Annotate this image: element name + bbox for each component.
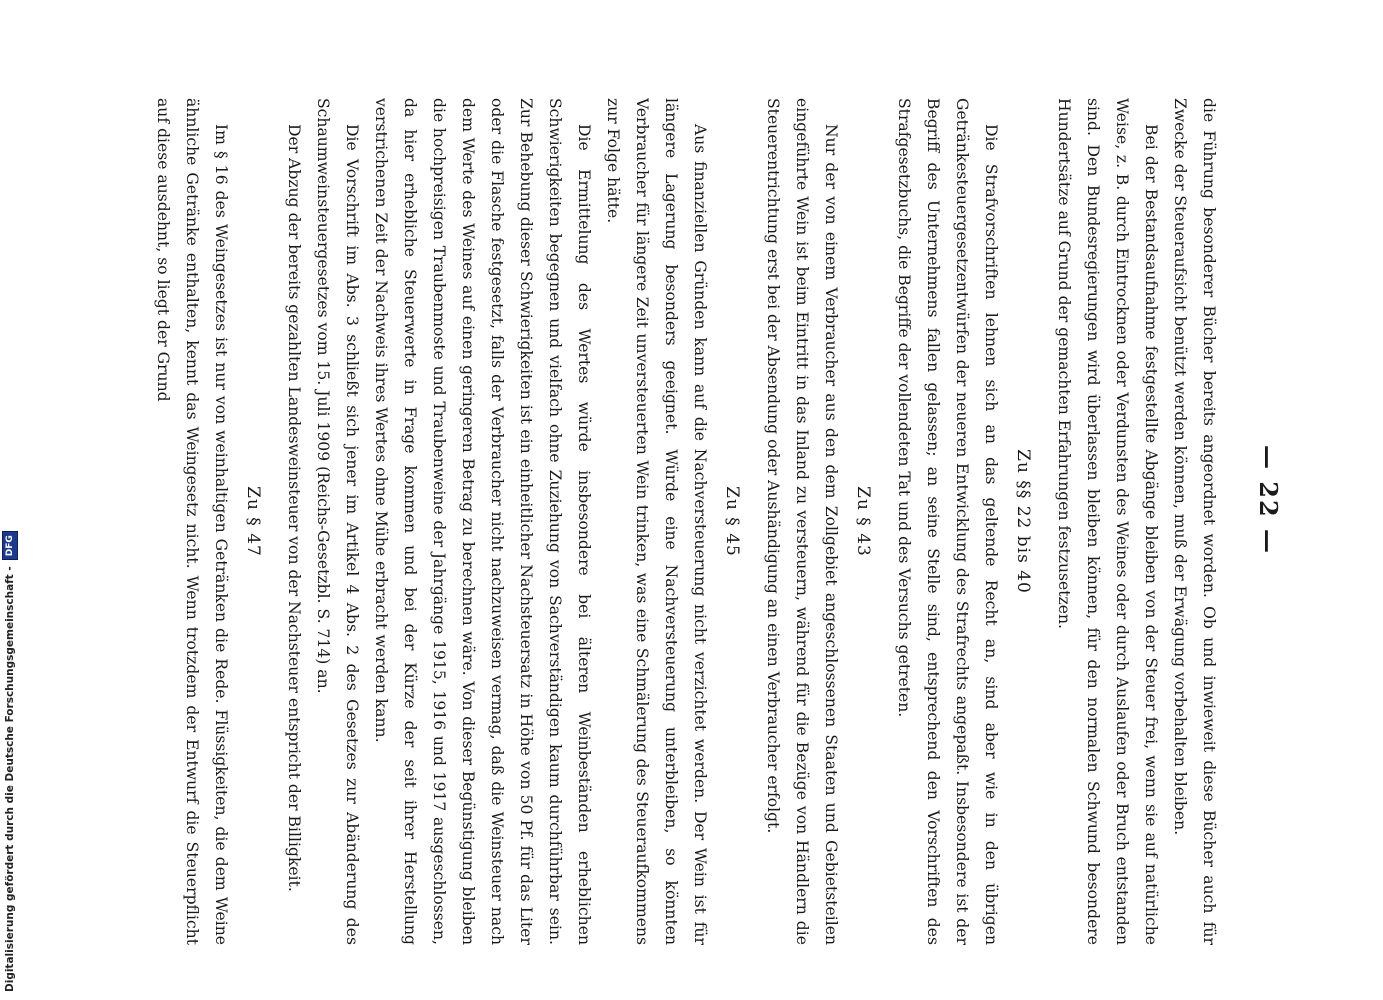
paragraph: Der Abzug der bereits gezahlten Landesweinsteuer von der Nachsteuer entspricht der Billigkeit. [285, 124, 303, 892]
section-47 [148, 98, 265, 945]
section-heading: Zu § 43 [853, 486, 873, 557]
section-22-40 [889, 98, 1035, 945]
paragraph: Die Vorschrift im Abs. 3 schließt sich jener im Artikel 4 Abs. 2 des Gesetzes zur Abänderung des Schaumweinsteuergesetzes vom 15. Juli 1909 (Reichs-Gesetzbl. S. 714) an. [314, 98, 361, 945]
section-43 [758, 98, 875, 945]
paragraph: Nur der von einem Verbraucher aus den dem Zollgebiet angeschlossenen Staaten und Gebietsteilen eingeführte Wein ist beim Eintritt in das Inland zu versteuern, während für die Bezüge von Händlern die Steuerentrichtung erst bei der Absendung oder Aushändigung an einen Verbraucher erfolgt. [764, 98, 840, 945]
page-number: — 22 — [1254, 444, 1283, 556]
paragraph: Die Strafvorschriften lehnen sich an das geltende Recht an, sind aber wie in den übrigen Getränkesteuergesetzentwürfen der neueren Entwicklung des Strafrechts angepaßt. Insbesondere ist der Begriff des Unternehmens fallen gelassen; an seine Stelle sind, entsprechend den Vorschriften des Strafgesetzbuchs, die Begriffe der vollendeten Tat und des Versuchs getreten. [895, 98, 1000, 945]
credit-text: Digitalisierung gefördert durch die Deutsche Forschungsgemeinschaft - [4, 566, 16, 992]
section-45 [279, 98, 744, 945]
paragraph: Aus finanziellen Gründen kann auf die Nachversteuerung nicht verzichtet werden. Der Wein ist für längere Lagerung besonders geeignet. Würde eine Nachversteuerung unterbleiben, so könnten Verbraucher für längere Zeit unversteuerten Wein trinken, was eine Schmälerung des Steueraufkommens zur Folge hätte. [604, 98, 709, 945]
section-heading: Zu §§ 22 bis 40 [1013, 449, 1033, 594]
paragraph: Die Ermittelung des Wertes würde insbesondere bei älteren Weinbeständen erheblichen Schwierigkeiten begegnen und vielfach ohne Zuziehung von Sachverständigen kaum durchführbar sein. Zur Behebung dieser Schwierigkeiten ist ein einheitlicher Nachsteuersatz in Höhe von 50 Pf. für das Liter oder die Flasche festgesetzt, falls der Verbraucher nicht nachzuweisen vermag, daß die Weinsteuer nach dem Werte des Weines auf einen geringeren Betrag zu berechnen wäre. Von dieser Begünstigung bleiben die hochpreisigen Traubenmoste und Traubenweine der Jahrgänge 1915, 1916 und 1917 ausgeschlossen, da hier erhebliche Steuerwerte in Frage kommen und bei der Kürze der seit ihrer Herstellung verstrichenen Zeit der Nachweis ihres Wertes ohne Mühe erbracht werden kann. [372, 98, 593, 945]
page-body [63, 98, 1223, 945]
section-heading: Zu § 47 [243, 486, 263, 557]
paragraph: Im § 16 des Weingesetzes ist nur von weinhaltigen Getränken die Rede. Flüssigkeiten, die dem Weine ähnliche Getränke enthalten, kennt das Weingesetz nicht. Wenn trotzdem der Entwurf die Steuerpflicht auf diese ausdehnt, so liegt der Grund [154, 98, 230, 945]
section-heading: Zu § 45 [722, 486, 742, 557]
dfg-logo-icon: DFG [2, 531, 18, 560]
paragraph: Bei der Bestandsaufnahme festgestellte Abgänge bleiben von der Steuer frei, wenn sie auf natürliche Weise, z. B. durch Eintrocknen oder Verdunsten des Weines oder durch Auslaufen oder Bruch entstanden sind. Den Bundesregierungen wird überlassen bleiben können, für den normalen Schwund besondere Hundertsätze auf Grund der gemachten Erfahrungen festzusetzen. [1055, 98, 1160, 945]
digitization-credit [0, 0, 20, 1000]
section-continuation [1049, 98, 1223, 945]
paragraph: die Führung besonderer Bücher bereits angeordnet worden. Ob und inwieweit diese Bücher auch für Zwecke der Steueraufsicht benützt werden können, muß der Erwägung vorbehalten bleiben. [1171, 98, 1218, 945]
